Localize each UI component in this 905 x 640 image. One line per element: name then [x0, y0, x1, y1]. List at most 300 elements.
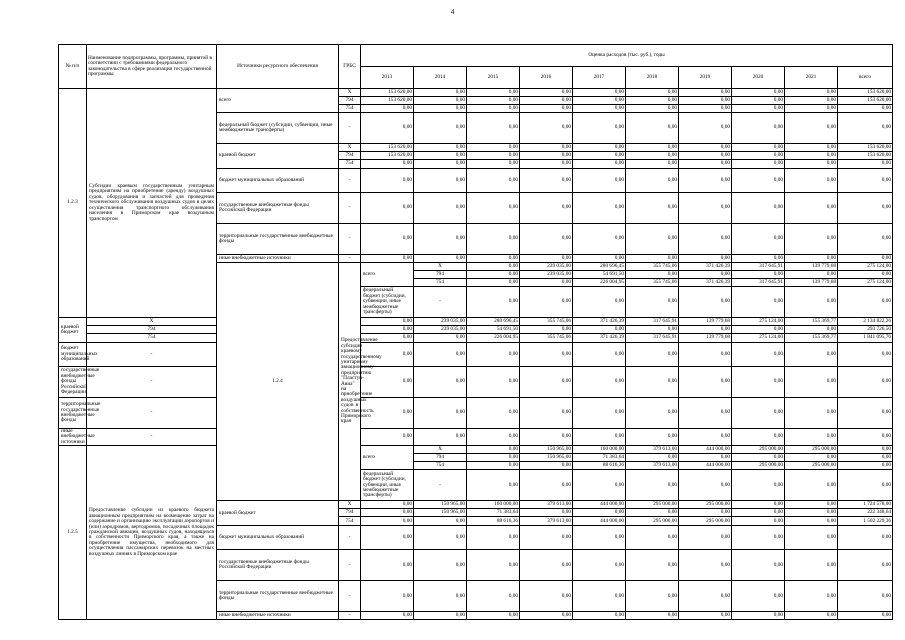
amount-cell: 275 124,00: [838, 263, 893, 271]
amount-cell: 0,00: [626, 287, 679, 318]
amount-cell: 239 035,00: [414, 326, 467, 334]
amount-cell: 0,00: [414, 113, 467, 144]
amount-cell: 0,00: [467, 279, 520, 287]
grbs-code: 794: [414, 454, 467, 462]
amount-cell: 444 000,00: [679, 446, 732, 454]
amount-cell: 0,00: [467, 144, 520, 152]
amount-cell: 0,00: [414, 152, 467, 160]
amount-cell: 0,00: [467, 398, 520, 429]
amount-cell: 0,00: [573, 97, 626, 105]
table-row: [59, 318, 893, 326]
grbs-code: -: [339, 169, 361, 193]
amount-cell: 139 779,68: [679, 334, 732, 343]
amount-cell: 0,00: [679, 454, 732, 462]
amount-cell: 0,00: [838, 287, 893, 318]
grbs-code: 754: [414, 462, 467, 470]
amount-cell: 0,00: [520, 470, 573, 501]
amount-cell: 0,00: [573, 367, 626, 398]
grbs-code: -: [87, 398, 217, 429]
amount-cell: 0,00: [467, 343, 520, 367]
source-label: бюджет муниципальных образований: [217, 169, 339, 193]
amount-total-cell: 0,00: [838, 224, 893, 255]
amount-cell: 355 745,06: [626, 279, 679, 287]
amount-cell: 0,00: [414, 160, 467, 169]
amount-cell: 444 000,00: [679, 462, 732, 470]
amount-cell: 295 000,00: [785, 462, 838, 470]
amount-cell: 0,00: [732, 526, 785, 550]
amount-cell: 0,00: [573, 113, 626, 144]
section-number: 1.2.5: [59, 446, 87, 620]
amount-total-cell: 1 502 229,36: [838, 517, 893, 526]
amount-total-cell: 1 724 578,00: [838, 501, 893, 509]
amount-cell: 371 426,39: [679, 279, 732, 287]
amount-cell: 0,00: [732, 501, 785, 509]
amount-cell: 0,00: [679, 526, 732, 550]
amount-cell: 0,00: [573, 169, 626, 193]
amount-cell: 0,00: [467, 193, 520, 224]
amount-cell: 0,00: [414, 581, 467, 612]
amount-cell: 226 004,95: [573, 279, 626, 287]
grbs-code: X: [339, 501, 361, 509]
amount-cell: 0,00: [732, 97, 785, 105]
grbs-code: X: [414, 263, 467, 271]
amount-cell: 0,00: [573, 160, 626, 169]
amount-cell: 0,00: [414, 169, 467, 193]
amount-cell: 0,00: [520, 97, 573, 105]
header-year: 2013: [361, 67, 414, 89]
amount-cell: 0,00: [785, 287, 838, 318]
header-year: 2021: [785, 67, 838, 89]
amount-cell: 0,00: [520, 152, 573, 160]
amount-cell: 71 383,64: [573, 454, 626, 462]
amount-cell: 0,00: [785, 517, 838, 526]
source-label: иные внебюджетные источники: [217, 255, 339, 263]
amount-cell: 0,00: [732, 152, 785, 160]
source-label: территориальные государственные внебюджетные фонды: [59, 398, 87, 429]
header-name: Наименование подпрограммы, программы, принятой в соответствии с требованиями федерального законодательства в сфере реализации государственной программы: [87, 45, 217, 89]
amount-total-cell: 1 841 095,76: [838, 334, 893, 343]
amount-cell: 0,00: [573, 144, 626, 152]
source-label: всего: [217, 89, 339, 113]
amount-total-cell: 0,00: [838, 113, 893, 144]
grbs-code: 754: [414, 279, 467, 287]
grbs-code: -: [87, 367, 217, 398]
amount-cell: 0,00: [732, 343, 785, 367]
amount-cell: 0,00: [467, 97, 520, 105]
grbs-code: -: [339, 255, 361, 263]
amount-cell: 0,00: [679, 113, 732, 144]
grbs-code: 794: [339, 97, 361, 105]
amount-cell: 275 124,00: [732, 318, 785, 326]
amount-total-cell: 0,00: [838, 398, 893, 429]
amount-cell: 0,00: [520, 429, 573, 446]
amount-cell: 0,00: [361, 334, 414, 343]
amount-cell: 0,00: [732, 550, 785, 581]
section-description: Предоставление субсидии краевому государственному унитарному авиационному предприятию "Пластун-Авиа" на приобретение воздушных судов в собственность Приморского края: [339, 263, 361, 501]
amount-total-cell: 293 726,50: [838, 326, 893, 334]
amount-cell: 0,00: [626, 509, 679, 517]
amount-cell: 355 745,06: [520, 334, 573, 343]
amount-total-cell: 0,00: [838, 343, 893, 367]
amount-cell: 317 645,91: [732, 263, 785, 271]
amount-total-cell: 0,00: [838, 160, 893, 169]
source-label: территориальные государственные внебюджетные фонды: [217, 224, 339, 255]
amount-cell: 0,00: [626, 612, 679, 620]
amount-cell: 0,00: [626, 526, 679, 550]
amount-cell: 0,00: [361, 318, 414, 326]
amount-cell: 0,00: [520, 509, 573, 517]
amount-cell: 0,00: [732, 113, 785, 144]
amount-cell: 0,00: [732, 287, 785, 318]
amount-cell: 0,00: [361, 429, 414, 446]
amount-cell: 275 124,00: [732, 334, 785, 343]
grbs-code: X: [414, 446, 467, 454]
amount-cell: 0,00: [679, 144, 732, 152]
amount-cell: 0,00: [679, 271, 732, 279]
section-number: 1.2.4: [217, 263, 339, 501]
source-label: федеральный бюджет (субсидии, субвенции, иные межбюджетные трансферты): [361, 470, 414, 501]
amount-cell: 71 383,64: [467, 509, 520, 517]
amount-cell: 153 620,00: [361, 97, 414, 105]
amount-cell: 0,00: [626, 89, 679, 97]
amount-cell: 0,00: [785, 89, 838, 97]
amount-cell: 355 745,06: [520, 318, 573, 326]
amount-cell: 0,00: [785, 429, 838, 446]
amount-cell: 0,00: [626, 152, 679, 160]
amount-cell: 0,00: [679, 398, 732, 429]
amount-cell: 0,00: [467, 429, 520, 446]
amount-cell: 0,00: [573, 255, 626, 263]
amount-total-cell: 0,00: [838, 526, 893, 550]
amount-cell: 0,00: [414, 105, 467, 113]
amount-cell: 0,00: [785, 271, 838, 279]
amount-cell: 0,00: [732, 517, 785, 526]
amount-cell: 0,00: [467, 581, 520, 612]
amount-cell: 0,00: [785, 367, 838, 398]
amount-cell: 0,00: [573, 470, 626, 501]
amount-cell: 0,00: [626, 367, 679, 398]
amount-cell: 0,00: [679, 326, 732, 334]
header-grbs: ГРБС: [339, 45, 361, 89]
amount-cell: 0,00: [414, 526, 467, 550]
amount-cell: 0,00: [520, 113, 573, 144]
amount-cell: 0,00: [467, 462, 520, 470]
amount-cell: 0,00: [467, 263, 520, 271]
amount-cell: 0,00: [732, 398, 785, 429]
grbs-code: X: [339, 144, 361, 152]
amount-cell: 0,00: [520, 326, 573, 334]
amount-cell: 371 426,39: [573, 318, 626, 326]
amount-cell: 0,00: [467, 367, 520, 398]
amount-cell: 150 965,00: [414, 509, 467, 517]
source-label: государственные внебюджетные фонды Российской Федерации: [217, 550, 339, 581]
amount-cell: 0,00: [626, 454, 679, 462]
amount-cell: 0,00: [520, 279, 573, 287]
amount-cell: 0,00: [520, 550, 573, 581]
amount-cell: 0,00: [679, 509, 732, 517]
source-label: государственные внебюджетные фонды Российской Федерации: [59, 367, 87, 398]
amount-cell: 139 779,68: [679, 318, 732, 326]
amount-cell: 0,00: [467, 169, 520, 193]
amount-cell: 0,00: [361, 160, 414, 169]
amount-cell: 0,00: [785, 470, 838, 501]
amount-cell: 0,00: [626, 144, 679, 152]
amount-cell: 0,00: [467, 526, 520, 550]
amount-cell: 0,00: [520, 144, 573, 152]
amount-cell: 0,00: [679, 612, 732, 620]
amount-cell: 0,00: [679, 160, 732, 169]
source-label: территориальные государственные внебюджетные фонды: [217, 581, 339, 612]
amount-cell: 0,00: [732, 224, 785, 255]
page-number: 4: [450, 8, 455, 16]
amount-cell: 0,00: [520, 612, 573, 620]
amount-cell: 379 613,00: [626, 462, 679, 470]
header-year: 2015: [467, 67, 520, 89]
amount-cell: 295 000,00: [785, 446, 838, 454]
amount-cell: 0,00: [361, 193, 414, 224]
amount-cell: 0,00: [785, 343, 838, 367]
amount-cell: 0,00: [626, 105, 679, 113]
source-label: бюджет муниципальных образований: [217, 526, 339, 550]
amount-cell: 0,00: [838, 271, 893, 279]
amount-cell: 0,00: [467, 113, 520, 144]
amount-cell: 0,00: [679, 367, 732, 398]
amount-cell: 0,00: [361, 169, 414, 193]
amount-cell: 0,00: [520, 367, 573, 398]
amount-cell: 0,00: [838, 462, 893, 470]
table-row: [59, 429, 893, 446]
amount-cell: 0,00: [414, 224, 467, 255]
amount-cell: 295 000,00: [732, 446, 785, 454]
amount-cell: 239 035,00: [520, 271, 573, 279]
grbs-code: X: [87, 318, 217, 326]
amount-cell: 0,00: [679, 97, 732, 105]
amount-cell: 0,00: [520, 581, 573, 612]
amount-cell: 0,00: [573, 429, 626, 446]
source-label: федеральный бюджет (субсидии, субвенции, иные межбюджетные трансферты): [361, 287, 414, 318]
amount-cell: 0,00: [785, 105, 838, 113]
amount-cell: 0,00: [361, 398, 414, 429]
amount-cell: 0,00: [467, 612, 520, 620]
header-year: 2014: [414, 67, 467, 89]
amount-cell: 0,00: [785, 501, 838, 509]
amount-cell: 317 645,91: [626, 334, 679, 343]
amount-cell: 0,00: [732, 144, 785, 152]
amount-cell: 0,00: [520, 526, 573, 550]
amount-cell: 0,00: [520, 343, 573, 367]
amount-cell: 139 779,68: [785, 279, 838, 287]
amount-cell: 0,00: [732, 271, 785, 279]
amount-cell: 0,00: [520, 255, 573, 263]
amount-cell: 0,00: [361, 105, 414, 113]
amount-cell: 379 613,00: [520, 517, 573, 526]
amount-cell: 0,00: [573, 612, 626, 620]
table-row: [59, 89, 893, 97]
amount-cell: 0,00: [573, 581, 626, 612]
amount-cell: 153 620,00: [361, 152, 414, 160]
amount-total-cell: 0,00: [838, 105, 893, 113]
amount-cell: 0,00: [414, 517, 467, 526]
amount-cell: 0,00: [467, 152, 520, 160]
table-row: [59, 398, 893, 429]
amount-cell: 88 616,36: [573, 462, 626, 470]
amount-cell: 0,00: [573, 550, 626, 581]
amount-cell: 0,00: [626, 429, 679, 446]
amount-cell: 0,00: [732, 470, 785, 501]
grbs-code: 754: [339, 160, 361, 169]
amount-cell: 0,00: [573, 224, 626, 255]
amount-cell: 239 035,00: [414, 318, 467, 326]
amount-cell: 0,00: [361, 343, 414, 367]
amount-cell: 150 965,00: [520, 454, 573, 462]
amount-cell: 0,00: [573, 287, 626, 318]
amount-total-cell: 153 620,00: [838, 89, 893, 97]
table-row: [59, 326, 893, 334]
grbs-code: -: [414, 470, 467, 501]
amount-cell: 0,00: [732, 326, 785, 334]
amount-cell: 0,00: [467, 470, 520, 501]
amount-cell: 0,00: [361, 113, 414, 144]
amount-cell: 0,00: [679, 105, 732, 113]
amount-cell: 0,00: [361, 612, 414, 620]
header-year: 2019: [679, 67, 732, 89]
amount-cell: 0,00: [785, 581, 838, 612]
amount-cell: 0,00: [520, 193, 573, 224]
amount-cell: 0,00: [732, 255, 785, 263]
amount-cell: 0,00: [414, 89, 467, 97]
table-row: [59, 367, 893, 398]
header-row: [59, 45, 893, 67]
amount-cell: 226 004,95: [467, 334, 520, 343]
amount-cell: 0,00: [467, 224, 520, 255]
header-num: № п/п: [59, 45, 87, 89]
amount-cell: 0,00: [626, 113, 679, 144]
amount-cell: 0,00: [626, 326, 679, 334]
amount-cell: 0,00: [732, 193, 785, 224]
amount-cell: 239 035,00: [520, 263, 573, 271]
source-label: краевой бюджет: [217, 501, 339, 526]
amount-cell: 280 696,45: [467, 318, 520, 326]
grbs-code: -: [87, 429, 217, 446]
amount-cell: 0,00: [732, 429, 785, 446]
amount-cell: 0,00: [732, 160, 785, 169]
grbs-code: 794: [87, 326, 217, 334]
amount-cell: 150 965,00: [520, 446, 573, 454]
amount-total-cell: 153 620,00: [838, 152, 893, 160]
amount-cell: 0,00: [626, 169, 679, 193]
source-label: государственные внебюджетные фонды Российской Федерации: [217, 193, 339, 224]
amount-cell: 0,00: [679, 550, 732, 581]
amount-cell: 317 645,91: [732, 279, 785, 287]
amount-cell: 0,00: [414, 97, 467, 105]
grbs-code: 754: [87, 334, 217, 343]
amount-cell: 0,00: [520, 169, 573, 193]
amount-cell: 0,00: [679, 193, 732, 224]
amount-cell: 0,00: [467, 446, 520, 454]
amount-cell: 0,00: [732, 454, 785, 462]
section-number: 1.2.3: [59, 89, 87, 318]
amount-cell: 0,00: [732, 367, 785, 398]
amount-cell: 153 620,00: [361, 89, 414, 97]
amount-cell: 0,00: [838, 470, 893, 501]
grbs-code: -: [339, 113, 361, 144]
amount-cell: 160 000,00: [467, 501, 520, 509]
amount-cell: 0,00: [679, 169, 732, 193]
amount-cell: 0,00: [467, 271, 520, 279]
amount-cell: 0,00: [361, 526, 414, 550]
amount-cell: 0,00: [626, 581, 679, 612]
amount-cell: 0,00: [679, 470, 732, 501]
amount-total-cell: 0,00: [838, 612, 893, 620]
amount-cell: 0,00: [520, 462, 573, 470]
amount-cell: 0,00: [626, 97, 679, 105]
amount-cell: 0,00: [573, 398, 626, 429]
amount-cell: 0,00: [679, 224, 732, 255]
amount-cell: 0,00: [838, 446, 893, 454]
amount-cell: 379 613,00: [520, 501, 573, 509]
amount-cell: 0,00: [414, 429, 467, 446]
amount-cell: 155 369,77: [785, 318, 838, 326]
amount-cell: 0,00: [679, 152, 732, 160]
source-label: иные внебюджетные источники: [217, 612, 339, 620]
grbs-code: -: [339, 612, 361, 620]
amount-cell: 0,00: [361, 509, 414, 517]
grbs-code: 754: [339, 517, 361, 526]
grbs-code: -: [339, 193, 361, 224]
source-label: иные внебюджетные источники: [59, 429, 87, 446]
amount-cell: 0,00: [573, 193, 626, 224]
amount-total-cell: 0,00: [838, 193, 893, 224]
amount-total-cell: 0,00: [838, 550, 893, 581]
amount-cell: 0,00: [785, 255, 838, 263]
amount-cell: 0,00: [785, 113, 838, 144]
amount-cell: 0,00: [679, 343, 732, 367]
grbs-code: -: [339, 550, 361, 581]
amount-cell: 0,00: [414, 367, 467, 398]
amount-cell: 0,00: [626, 271, 679, 279]
amount-cell: 0,00: [785, 612, 838, 620]
amount-cell: 0,00: [414, 612, 467, 620]
grbs-code: 794: [414, 271, 467, 279]
grbs-code: -: [339, 581, 361, 612]
amount-cell: 0,00: [361, 255, 414, 263]
amount-cell: 0,00: [361, 517, 414, 526]
amount-total-cell: 0,00: [838, 169, 893, 193]
amount-cell: 0,00: [626, 255, 679, 263]
amount-cell: 0,00: [573, 343, 626, 367]
amount-cell: 0,00: [573, 326, 626, 334]
amount-cell: 355 745,06: [626, 263, 679, 271]
header-year: 2017: [573, 67, 626, 89]
amount-cell: 379 613,00: [626, 446, 679, 454]
expense-table: [58, 44, 893, 620]
amount-cell: 139 779,68: [785, 263, 838, 271]
amount-cell: 295 000,00: [626, 517, 679, 526]
amount-cell: 295 000,00: [732, 462, 785, 470]
amount-cell: 0,00: [414, 550, 467, 581]
amount-cell: 0,00: [520, 224, 573, 255]
amount-cell: 371 426,39: [573, 334, 626, 343]
amount-cell: 0,00: [785, 144, 838, 152]
amount-cell: 0,00: [838, 454, 893, 462]
amount-cell: 0,00: [785, 97, 838, 105]
table-row: [59, 446, 893, 454]
amount-cell: 0,00: [520, 287, 573, 318]
amount-cell: 0,00: [414, 144, 467, 152]
amount-cell: 0,00: [414, 193, 467, 224]
amount-cell: 295 000,00: [626, 501, 679, 509]
amount-cell: 280 696,45: [573, 263, 626, 271]
